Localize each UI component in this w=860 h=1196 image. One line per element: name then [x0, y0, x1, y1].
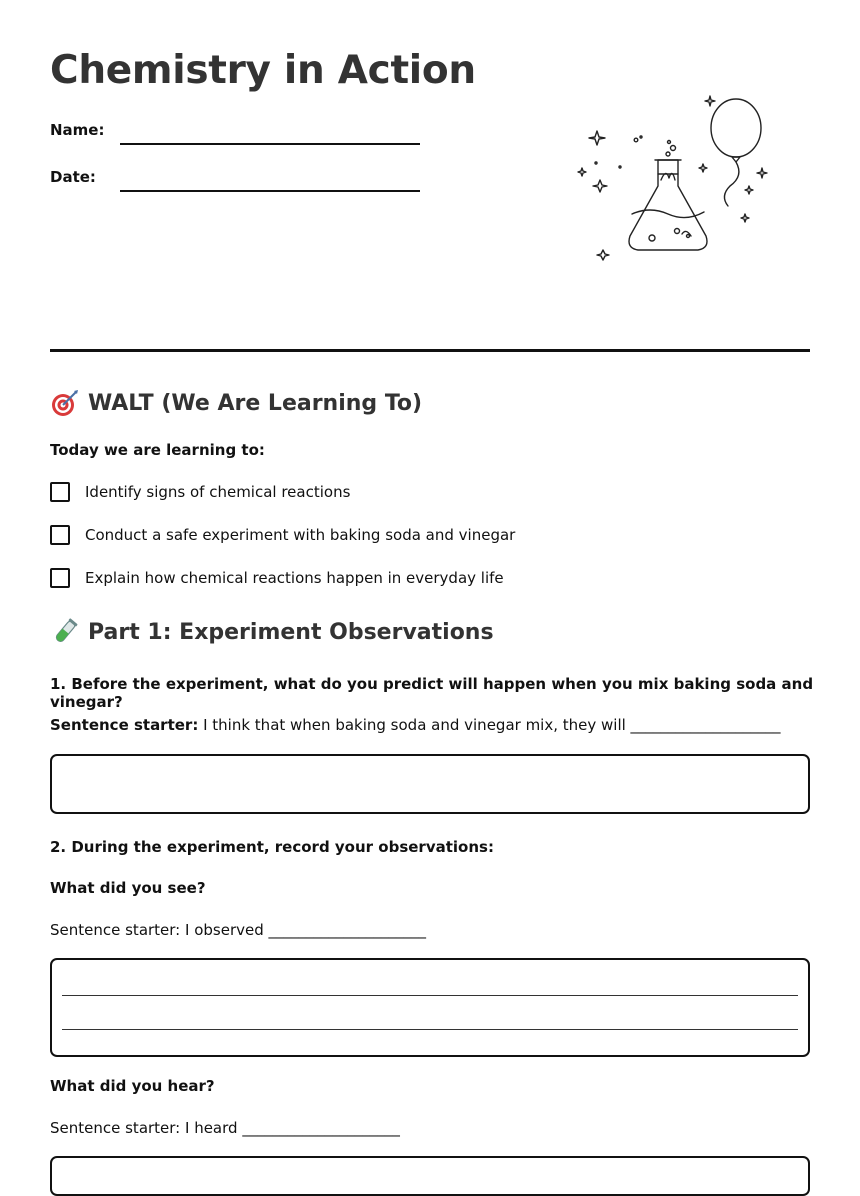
walt-heading [50, 388, 422, 418]
hear-question: What did you hear? [50, 1077, 215, 1095]
name-label: Name: [50, 121, 105, 139]
write-line [62, 1029, 798, 1030]
write-line [62, 995, 798, 996]
q1-answer-box[interactable] [50, 754, 810, 814]
test-tube-icon [50, 617, 80, 647]
hear-sentence-starter: Sentence starter: I heard _____________________ [50, 1119, 400, 1137]
objective-label: Identify signs of chemical reactions [85, 483, 351, 501]
walt-intro: Today we are learning to: [50, 441, 265, 459]
target-dart-icon [50, 388, 80, 418]
name-field[interactable] [50, 121, 120, 139]
header-divider [50, 349, 810, 352]
worksheet-title: Chemistry in Action [50, 48, 476, 93]
name-write-line[interactable] [120, 143, 420, 145]
objective-label: Explain how chemical reactions happen in everyday life [85, 569, 504, 587]
objective-checkbox[interactable] [50, 482, 70, 502]
flask-and-balloon-icon [570, 88, 780, 273]
date-field[interactable] [50, 168, 120, 186]
see-sentence-starter: Sentence starter: I observed _____________________ [50, 921, 427, 939]
part1-heading-text: Part 1: Experiment Observations [88, 619, 494, 645]
objective-checkbox[interactable] [50, 525, 70, 545]
date-label: Date: [50, 168, 96, 186]
q1-sentence-starter [50, 716, 781, 734]
part1-heading [50, 617, 494, 647]
see-answer-box[interactable] [50, 958, 810, 1057]
objective-item[interactable] [50, 525, 515, 545]
objective-checkbox[interactable] [50, 568, 70, 588]
sentence-starter-text: I think that when baking soda and vinegar mix, they will ____________________ [198, 716, 781, 734]
date-write-line[interactable] [120, 190, 420, 192]
question-1: 1. Before the experiment, what do you predict will happen when you mix baking soda and vinegar? [50, 675, 814, 711]
walt-heading-text: WALT (We Are Learning To) [88, 390, 423, 416]
question-2: 2. During the experiment, record your observations: [50, 838, 494, 856]
objective-label: Conduct a safe experiment with baking soda and vinegar [85, 526, 516, 544]
hear-answer-box[interactable] [50, 1156, 810, 1196]
objective-item[interactable] [50, 568, 504, 588]
objective-item[interactable] [50, 482, 350, 502]
see-question: What did you see? [50, 879, 206, 897]
sentence-starter-label: Sentence starter: [50, 716, 199, 734]
